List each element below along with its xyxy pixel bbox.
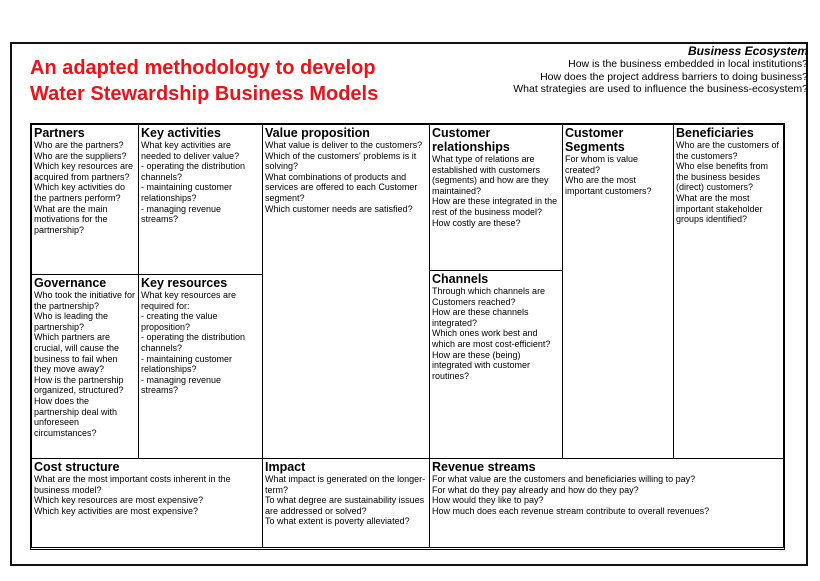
customer-segments-block [562, 124, 674, 459]
title-line-2: Water Stewardship Business Models [30, 83, 379, 105]
revenue-streams-heading: Revenue streams [432, 460, 536, 474]
revenue-streams-questions: For what value are the customers and beneficiaries willing to pay? For what do they pay already and how do they pay? How would they like to pay? How much does each revenue stream contribute to overall revenues? [432, 474, 710, 516]
channels-heading: Channels [432, 272, 489, 286]
impact-block [262, 458, 430, 548]
ecosystem-question: What strategies are used to influence the business-ecosystem? [513, 83, 808, 95]
partners-block [31, 124, 139, 275]
customer-segments-heading: Customer Segments [565, 126, 625, 154]
cost-structure-heading: Cost structure [34, 460, 120, 474]
channels-questions: Through which channels are Customers reached? How are these channels integrated? Which ones work best and which are most cost-efficient? How are these (being) integrated with customer routines? [432, 286, 551, 381]
governance-block [31, 274, 139, 459]
governance-heading: Governance [34, 276, 107, 290]
key-resources-heading: Key resources [141, 276, 228, 290]
beneficiaries-questions: Who are the customers of the customers? Who else benefits from the business besides (direct) customers? What are the most important stakeholder groups identified? [676, 140, 780, 225]
diagram-title [30, 55, 378, 107]
value-proposition-block [262, 124, 430, 459]
key-activities-heading: Key activities [141, 126, 221, 140]
impact-heading: Impact [265, 460, 306, 474]
title-line-1: An adapted methodology to develop [30, 57, 376, 79]
partners-questions: Who are the partners? Who are the suppliers? Which key resources are acquired from partners? Which key activities do the partners perform? What are the main motivations for the partnership? [34, 140, 134, 235]
beneficiaries-block [673, 124, 784, 459]
customer-relationships-block [429, 124, 563, 271]
partners-heading: Partners [34, 126, 85, 140]
key-activities-questions: What key activities are needed to deliver value? - operating the distribution channels? - maintaining customer relationships? - managing revenue streams? [141, 140, 246, 225]
key-resources-questions: What key resources are required for: - creating the value proposition? - operating the distribution channels? - maintaining customer relationships? - managing revenue streams? [141, 290, 246, 396]
cost-structure-questions: What are the most important costs inherent in the business model? Which key resources are most expensive? Which key activities are most expensive? [34, 474, 231, 516]
key-resources-block [138, 274, 263, 459]
beneficiaries-heading: Beneficiaries [676, 126, 754, 140]
customer-relationships-questions: What type of relations are established with customers (segments) and how are they maintained? How are these integrated in the rest of the business model? How costly are these? [432, 154, 558, 228]
customer-relationships-heading: Customer relationships [432, 126, 510, 154]
value-proposition-questions: What value is deliver to the customers? Which of the customers' problems is it solving? What combinations of products and services are offered to each Customer segment? Which customer needs are satisfied? [265, 140, 423, 214]
revenue-streams-block [429, 458, 784, 548]
cost-structure-block [31, 458, 263, 548]
impact-questions: What impact is generated on the longer-term? To what degree are sustainability issues are addressed or solved? To what extent is poverty alleviated? [265, 474, 426, 527]
business-ecosystem [513, 44, 808, 96]
key-activities-block [138, 124, 263, 275]
business-model-canvas [30, 123, 785, 550]
channels-block [429, 270, 563, 459]
ecosystem-question: How does the project address barriers to doing business? [540, 70, 808, 83]
value-proposition-heading: Value proposition [265, 126, 370, 140]
ecosystem-question: How is the business embedded in local institutions? [568, 58, 808, 70]
governance-questions: Who took the initiative for the partnership? Who is leading the partnership? Which partners are crucial, will cause the business to fail when they move away? How is the partnership organized, structured? How does the partnership deal with unforeseen circumstances? [34, 290, 136, 438]
customer-segments-questions: For whom is value created? Who are the most important customers? [565, 154, 652, 196]
ecosystem-title: Business Ecosystem [687, 44, 808, 58]
